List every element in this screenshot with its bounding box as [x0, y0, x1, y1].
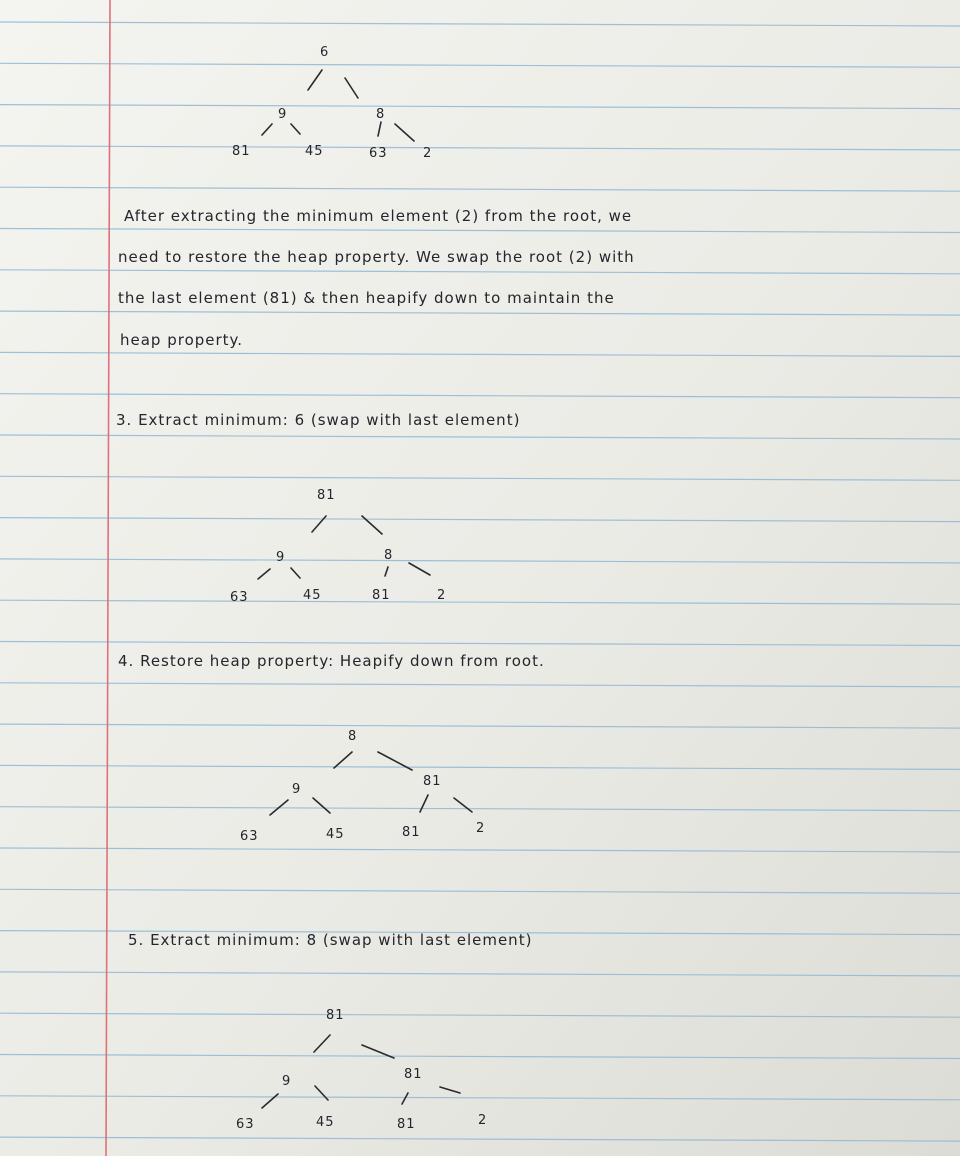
tree-node: 81 [326, 1008, 345, 1023]
tree-node: 2 [437, 588, 447, 603]
tree-node: 81 [423, 774, 442, 789]
tree-node: 9 [276, 550, 286, 565]
text-line: heap property. [120, 331, 244, 349]
tree-node: 63 [230, 590, 249, 605]
tree-node: 81 [232, 144, 251, 159]
text-line: After extracting the minimum element (2) from the root, we [124, 207, 633, 225]
tree-node: 63 [369, 146, 388, 161]
text-line: need to restore the heap property. We swap the root (2) with [118, 248, 635, 266]
tree-node: 45 [305, 144, 324, 159]
tree-node: 63 [236, 1117, 255, 1132]
tree-node: 81 [402, 825, 421, 840]
tree-node: 81 [372, 588, 391, 603]
tree-node: 81 [317, 488, 336, 503]
step-4-heading: 4. Restore heap property: Heapify down from root. [118, 652, 545, 670]
tree-node: 8 [348, 729, 358, 744]
step-3-heading: 3. Extract minimum: 6 (swap with last element) [116, 411, 521, 429]
tree-node: 2 [476, 821, 486, 836]
tree-node: 9 [278, 107, 288, 122]
tree-node: 45 [303, 588, 322, 603]
tree-node: 8 [376, 107, 386, 122]
tree-node: 2 [423, 146, 433, 161]
tree-node: 45 [326, 827, 345, 842]
tree-node: 9 [282, 1074, 292, 1089]
tree-node: 45 [316, 1115, 335, 1130]
tree-node: 81 [404, 1067, 423, 1082]
tree-node: 2 [478, 1113, 488, 1128]
step-5-heading: 5. Extract minimum: 8 (swap with last element) [128, 931, 533, 949]
tree-node: 81 [397, 1117, 416, 1132]
text-line: the last element (81) & then heapify down to maintain the [118, 289, 615, 307]
tree-node: 6 [320, 45, 330, 60]
tree-node: 8 [384, 548, 394, 563]
tree-node: 9 [292, 782, 302, 797]
tree-node: 63 [240, 829, 259, 844]
